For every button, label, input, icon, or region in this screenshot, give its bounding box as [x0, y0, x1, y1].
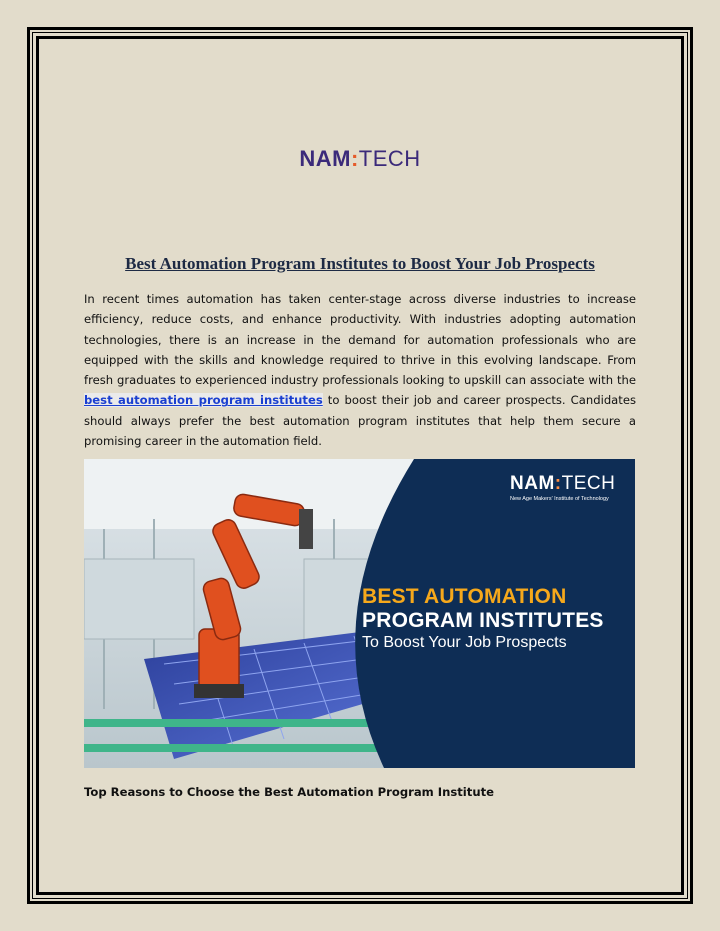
hero-namtech-logo — [510, 473, 615, 502]
hero-headline-line2: PROGRAM INSTITUTES — [362, 609, 604, 632]
hero-tagline: To Boost Your Job Prospects — [362, 634, 567, 651]
intro-text-after: to boost their job and career prospects. Candidates should always prefer the best automation program institutes that help them secure a promising career in the automation field. — [84, 393, 636, 449]
logo-colon: : — [350, 146, 359, 171]
hero-logo-subtitle: New Age Makers' Institute of Technology — [510, 496, 609, 502]
logo-nam: NAM — [299, 146, 351, 171]
hero-logo-nam: NAM — [510, 473, 555, 494]
logo-tech: TECH — [358, 146, 421, 171]
namtech-logo — [0, 146, 720, 172]
best-automation-institutes-link[interactable]: best automation program institutes — [84, 393, 323, 408]
section-heading: Top Reasons to Choose the Best Automation Program Institute — [84, 785, 494, 799]
hero-logo-colon: : — [554, 473, 562, 494]
hero-logo-tech: TECH — [561, 473, 616, 494]
intro-text-before: In recent times automation has taken center-stage across diverse industries to increase efficiency, reduce costs, and enhance productivity. With industries adopting automation technologies, there is an increase in the demand for automation professionals who are equipped with the skills and knowledge required to thrive in this evolving landscape. From fresh graduates to experienced industry professionals looking to upskill can associate with the — [84, 292, 636, 388]
hero-headline-line1: BEST AUTOMATION — [362, 585, 567, 608]
document-title: Best Automation Program Institutes to Boost Your Job Prospects — [125, 254, 595, 273]
intro-paragraph — [84, 289, 636, 451]
hero-banner-image — [84, 459, 635, 768]
